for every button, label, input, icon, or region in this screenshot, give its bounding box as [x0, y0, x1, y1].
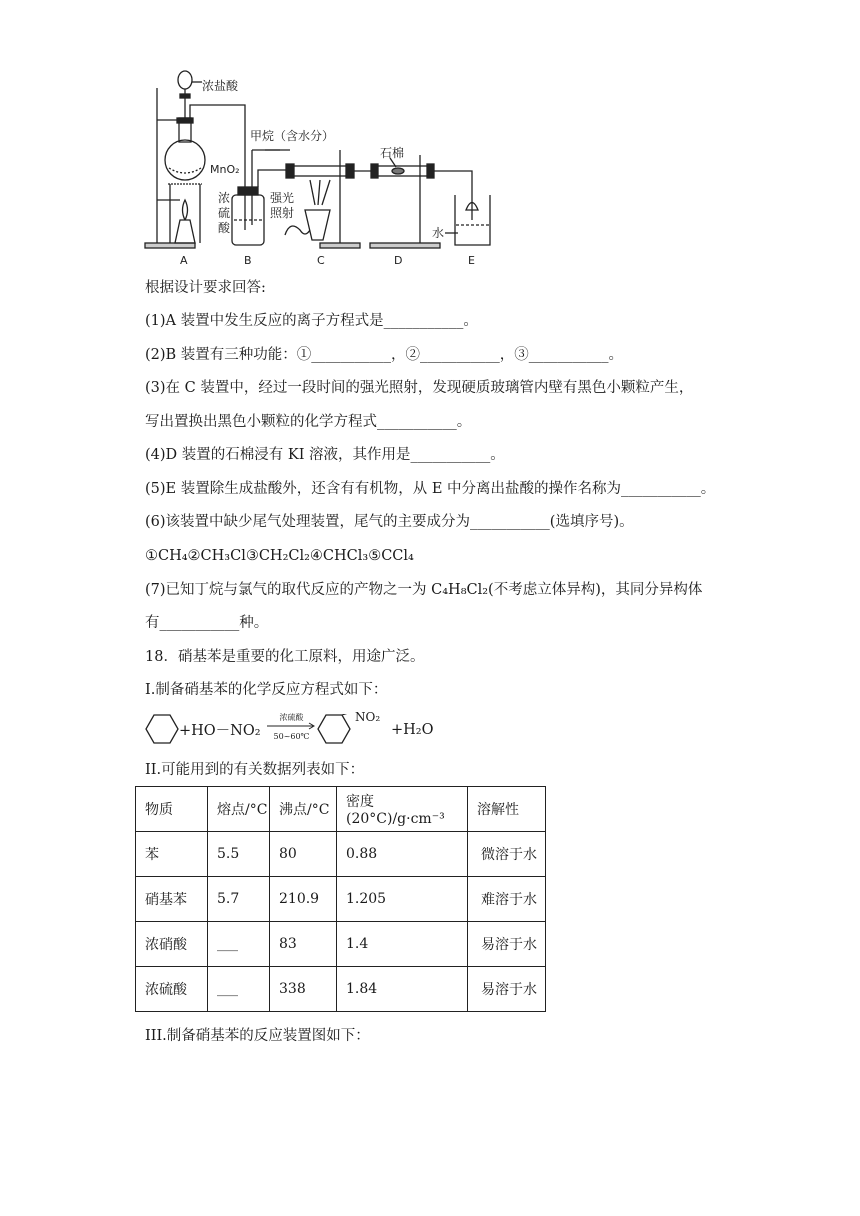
- cell-melting: ___: [208, 967, 270, 1012]
- cell-substance: 浓硫酸: [136, 967, 208, 1012]
- question-2: (2)B 装置有三种功能：①___________，②___________，③___________。: [145, 347, 624, 363]
- header-substance: 物质: [136, 787, 208, 832]
- header-melting-point: 熔点/°C: [208, 787, 270, 832]
- question-18-title: 18．硝基苯是重要的化工原料，用途广泛。: [145, 649, 425, 665]
- cell-boiling: 210.9: [270, 877, 337, 922]
- cell-density: 0.88: [337, 832, 468, 877]
- byproduct-text: +H₂O: [391, 722, 434, 738]
- cell-solubility: 易溶于水: [468, 967, 546, 1012]
- table-row: [136, 922, 546, 967]
- reaction-equation: [145, 712, 445, 746]
- question-6: (6)该装置中缺少尾气处理装置，尾气的主要成分为___________(选填序号)。: [145, 514, 634, 530]
- part-3-heading: III.制备硝基苯的反应装置图如下：: [145, 1028, 370, 1044]
- cell-melting: 5.7: [208, 877, 270, 922]
- question-6-options: ①CH₄②CH₃Cl③CH₂Cl₂④CHCl₃⑤CCl₄: [145, 548, 414, 564]
- unit-label-e: E: [468, 254, 475, 267]
- label-water: 水: [432, 226, 445, 240]
- cell-solubility: 易溶于水: [468, 922, 546, 967]
- header-boiling-point: 沸点/°C: [270, 787, 337, 832]
- benzene-ring-icon: [145, 714, 179, 744]
- question-7-line2: 有___________种。: [145, 615, 269, 631]
- label-hcl: 浓盐酸: [202, 79, 239, 93]
- cell-solubility: 微溶于水: [468, 832, 546, 877]
- cell-melting: 5.5: [208, 832, 270, 877]
- question-1: (1)A 装置中发生反应的离子方程式是___________。: [145, 313, 478, 329]
- table-row: [136, 832, 546, 877]
- table-row: [136, 877, 546, 922]
- question-3-line2: 写出置换出黑色小颗粒的化学方程式___________。: [145, 414, 472, 430]
- label-mno2: MnO₂: [210, 163, 240, 176]
- condition-bottom: 50~60℃: [273, 732, 310, 741]
- apparatus-figure: [140, 60, 500, 270]
- cell-substance: 苯: [136, 832, 208, 877]
- cell-density: 1.84: [337, 967, 468, 1012]
- cell-melting: ___: [208, 922, 270, 967]
- cell-substance: 浓硝酸: [136, 922, 208, 967]
- label-light-1: 强光: [270, 191, 295, 205]
- question-7-line1: (7)已知丁烷与氯气的取代反应的产物之一为 C₄H₈Cl₂(不考虑立体异构)，其同分异构体: [145, 582, 703, 598]
- cell-boiling: 338: [270, 967, 337, 1012]
- unit-label-a: A: [180, 254, 188, 267]
- label-h2so4-1: 浓: [218, 191, 231, 205]
- unit-label-d: D: [394, 254, 403, 267]
- properties-table: [135, 786, 546, 1012]
- reaction-arrow-icon: [267, 721, 317, 731]
- condition-top: 浓硫酸: [279, 713, 304, 722]
- label-h2so4-2: 硫: [218, 206, 231, 220]
- intro-text: 根据设计要求回答:: [145, 280, 266, 296]
- label-methane: 甲烷（含水分）: [250, 129, 335, 143]
- table-row: [136, 967, 546, 1012]
- product-group: NO₂: [355, 710, 381, 724]
- part-2-heading: II.可能用到的有关数据列表如下：: [145, 762, 365, 778]
- label-h2so4-3: 酸: [218, 221, 231, 235]
- cell-boiling: 83: [270, 922, 337, 967]
- question-3-line1: (3)在 C 装置中，经过一段时间的强光照射，发现硬质玻璃管内壁有黑色小颗粒产生，: [145, 380, 694, 396]
- question-4: (4)D 装置的石棉浸有 KI 溶液，其作用是___________。: [145, 447, 505, 463]
- label-asbestos: 石棉: [380, 146, 405, 160]
- unit-label-c: C: [317, 254, 325, 267]
- cell-boiling: 80: [270, 832, 337, 877]
- part-1-heading: I.制备硝基苯的化学反应方程式如下：: [145, 682, 388, 698]
- table-header-row: [136, 787, 546, 832]
- reagent-text: +HO－NO₂: [179, 723, 261, 739]
- cell-density: 1.4: [337, 922, 468, 967]
- cell-substance: 硝基苯: [136, 877, 208, 922]
- unit-label-b: B: [244, 254, 252, 267]
- header-solubility: 溶解性: [468, 787, 546, 832]
- header-density: 密度(20°C)/g·cm⁻³: [337, 787, 468, 832]
- cell-density: 1.205: [337, 877, 468, 922]
- question-5: (5)E 装置除生成盐酸外，还含有有机物，从 E 中分离出盐酸的操作名称为___________。: [145, 481, 716, 497]
- label-light-2: 照射: [270, 206, 295, 220]
- cell-solubility: 难溶于水: [468, 877, 546, 922]
